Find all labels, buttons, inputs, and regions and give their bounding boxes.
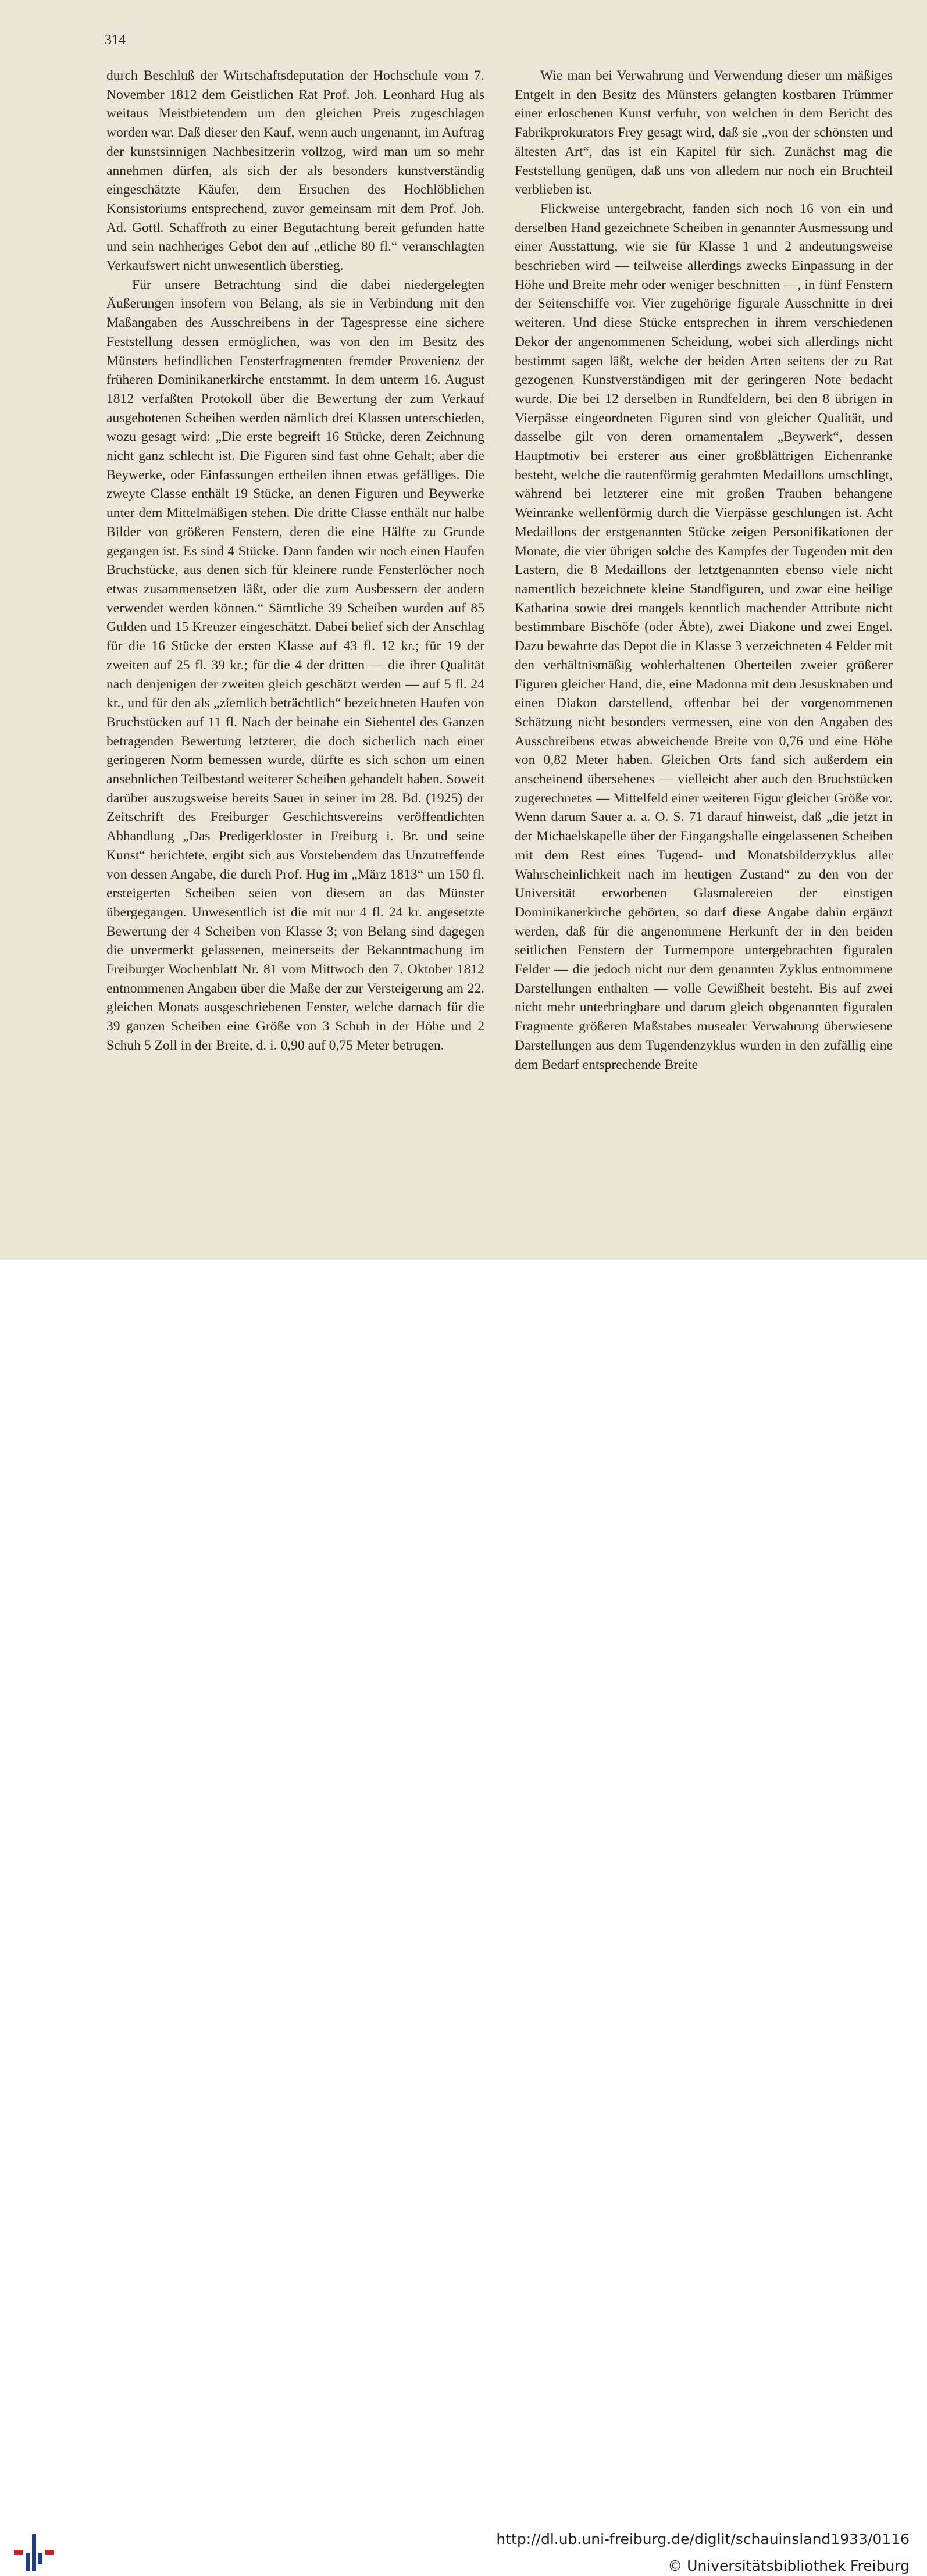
copyright-text: © Universitätsbibliothek Freiburg <box>668 2557 910 2574</box>
left-column <box>106 66 484 1055</box>
scanned-page <box>0 0 927 1260</box>
paragraph: Wie man bei Verwahrung und Verwendung dieser um mäßiges Entgelt in den Besitz des Münsters gelangten kostbaren Trümmer einer erloschenen Kunst verfuhr, von welchen in dem Bericht des Fabrikprokurators Frey gesagt wird, daß sie „von der schönsten und ältesten Art“, das ist ein Kapitel für sich. Zunächst mag die Feststellung genügen, daß uns von alledem nur noch ein Bruchteil verblieben ist. <box>515 68 893 198</box>
paragraph: durch Beschluß der Wirtschaftsdeputation der Hochschule vom 7. November 1812 dem Geistlichen Rat Prof. Joh. Leonhard Hug als weitaus Meistbietendem um den gleichen Preis zugeschlagen worden war. Daß dieser den Kauf, wenn auch ungenannt, im Auftrag der kunstsinnigen Nachbesitzerin vollzog, wird man um so mehr annehmen dürfen, als sich der als besonders kunstverständig eingeschätzte Käufer, dem Ersuchen des Hochlöblichen Konsistoriums entsprechend, zuvor gemeinsam mit dem Prof. Joh. Ad. Gottl. Schaffroth zu einer Begutachtung bereit gefunden hatte und sein nachheriges Gebot den auf „etliche 80 fl.“ veranschlagten Verkaufswert nicht unwesentlich überstieg. <box>106 68 484 274</box>
page-number: 314 <box>105 33 126 48</box>
right-column <box>515 66 893 1074</box>
ub-freiburg-logo-icon[interactable] <box>10 2529 57 2576</box>
paragraph: Für unsere Betrachtung sind die dabei niedergelegten Äußerungen insofern von Belang, als sie in Verbindung mit den Maßangaben des Ausschreibens in der Tagespresse eine sichere Feststellung dessen ermöglichen, was von den im Besitz des Münsters befindlichen Fensterfragmenten fremder Provenienz der früheren Dominikanerkirche entstammt. In dem unterm 16. August 1812 verfaßten Protokoll über die Bewertung der zum Verkauf ausgebotenen Scheiben werden nämlich drei Klassen unterschieden, wozu gesagt wird: „Die erste begreift 16 Stücke, deren Zeichnung nicht ganz schlecht ist. Die Figuren sind fast ohne Gehalt; aber die Beywerke, oder Einfassungen ertheilen ihnen etwas gefälliges. Die zweyte Classe enthält 19 Stücke, an denen Figuren und Beywerke unter dem Mittelmäßigen stehen. Die dritte Classe enthält nur halbe Bilder von größeren Fenstern, deren die eine Hälfte zu Grunde gegangen ist. Es sind 4 Stücke. Dann fanden wir noch einen Haufen Bruchstücke, aus denen sich für kleinere runde Fensterlöcher noch etwas zusammensetzen läßt, oder die zum Ausbessern der andern verwendet werden können.“ Sämtliche 39 Scheiben wurden auf 85 Gulden und 15 Kreuzer eingeschätzt. Dabei belief sich der Anschlag für die 16 Stücke der ersten Klasse auf 43 fl. 12 kr.; für 19 der zweiten auf 25 fl. 39 kr.; für die 4 der dritten — die ihrer Qualität nach denjenigen der zweiten gleich geschätzt werden — auf 5 fl. 24 kr., und für den als „ziemlich beträchtlich“ bezeichneten Haufen von Bruchstücken auf 11 fl. Nach der beinahe ein Siebentel des Ganzen betragenden Bewertung letzterer, die doch sicherlich nach einer geringeren Norm bemessen wurde, dürfte es sich schon um einen ansehnlichen Teilbestand weiterer Scheiben gehandelt haben. Soweit darüber auszugsweise bereits Sauer in seiner im 28. Bd. (1925) der Zeitschrift des Freiburger Geschichtsvereins veröffentlichten Abhandlung „Das Predigerkloster in Freiburg i. Br. und seine Kunst“ berichtete, ergibt sich aus Vorstehendem das Unzutreffende von dessen Angabe, die durch Prof. Hug im „März 1813“ um 150 fl. ersteigerten Scheiben seien von diesem an das Münster übergegangen. Unwesentlich ist die mit nur 4 fl. 24 kr. angesetzte Bewertung der 4 Scheiben von Klasse 3; von Belang sind dagegen die unvermerkt gelassenen, meinerseits der Bekanntmachung im Freiburger Wochenblatt Nr. 81 vom Mittwoch den 7. Oktober 1812 entnommenen Angaben über die Maße der zur Versteigerung am 22. gleichen Monats ausgeschriebenen Fenster, welche darnach für die 39 ganzen Scheiben eine Größe von 3 Schuh in der Höhe und 2 Schuh 5 Zoll in der Breite, d. i. 0,90 auf 0,75 Meter betrugen. <box>106 277 484 1053</box>
footer-bar <box>0 1260 927 2574</box>
paragraph: Flickweise untergebracht, fanden sich noch 16 von ein und derselben Hand gezeichnete Scheiben in genannter Ausmessung und einer Ausstattung, wie sie für Klasse 1 und 2 andeutungsweise beschrieben wird — teilweise allerdings zwecks Einpassung in der Höhe und Breite mehr oder weniger beschnitten —, in fünf Fenstern der Seitenschiffe vor. Vier zugehörige figurale Ausschnitte in drei weiteren. Und diese Stücke entsprechen in ihrem verschiedenen Dekor der angenommenen Scheidung, wobei sich allerdings nicht bestimmt sagen läßt, welche der beiden Arten seitens der zu Rat gezogenen Kunstverständigen mit der geringeren Note bedacht wurde. Die bei 12 derselben in Rundfeldern, bei den 8 übrigen in Vierpässe eingeordneten Figuren sind von gleicher Qualität, und dasselbe gilt von deren ornamentalem „Beywerk“, dessen Hauptmotiv bei ersterer aus einer großblättrigen Eichenranke besteht, welche die rautenförmig gerahmten Medaillons umschlingt, während bei letzterer eine mit großen Trauben behangene Weinranke wellenförmig durch die Vierpässe geschlungen ist. Acht Medaillons der erstgenannten Stücke zeigen Personifikationen der Monate, die vier übrigen solche des Kampfes der Tugenden mit den Lastern, die 8 Medaillons der letztgenannten ebenso viele nicht namentlich bezeichnete kleine Standfiguren, und zwar eine heilige Katharina sowie drei mangels kenntlich machender Attribute nicht bestimmbare Bischöfe (oder Äbte), zwei Diakone und zwei Engel. Dazu bewahrte das Depot die in Klasse 3 verzeichneten 4 Felder mit den verhältnismäßig wohlerhaltenen Oberteilen zweier größerer Figuren gleicher Hand, die, eine Madonna mit dem Jesusknaben und einen Diakon darstellend, offenbar bei der vorgenommenen Schätzung nicht besonders vermessen, eine von den Angaben des Ausschreibens etwas abweichende Breite von 0,76 und eine Höhe von 0,82 Meter haben. Gleichen Orts fand sich außerdem ein anscheinend übersehenes — vielleicht aber auch den Bruchstücken zugerechnetes — Mittelfeld einer weiteren Figur gleicher Größe vor. Wenn darum Sauer a. a. O. S. 71 darauf hinweist, daß „die jetzt in der Michaelskapelle über der Eingangshalle eingelassenen Scheiben mit dem Rest eines Tugend- und Monatsbilderzyklus aller Wahrscheinlichkeit nach im heutigen Zustand“ zu den von der Universität erworbenen Glasmalereien der einstigen Dominikanerkirche gehörten, so darf diese Angabe dahin ergänzt werden, daß für die angenommene Herkunft der in den beiden seitlichen Fenstern der Turmempore untergebrachten figuralen Felder — die jedoch nicht nur dem genannten Zyklus entnommene Darstellungen enthalten — volle Gewißheit besteht. Bis auf zwei nicht mehr unterbringbare und darum gleich obgenannten figuralen Fragmente größeren Maßstabes musealer Verwahrung überwiesene Darstellungen aus dem Tugendenzyklus wurden in den zufällig eine dem Bedarf entsprechende Breite <box>515 201 893 1072</box>
source-url-link[interactable]: http://dl.ub.uni-freiburg.de/diglit/schauinsland1933/0116 <box>496 2531 910 2548</box>
